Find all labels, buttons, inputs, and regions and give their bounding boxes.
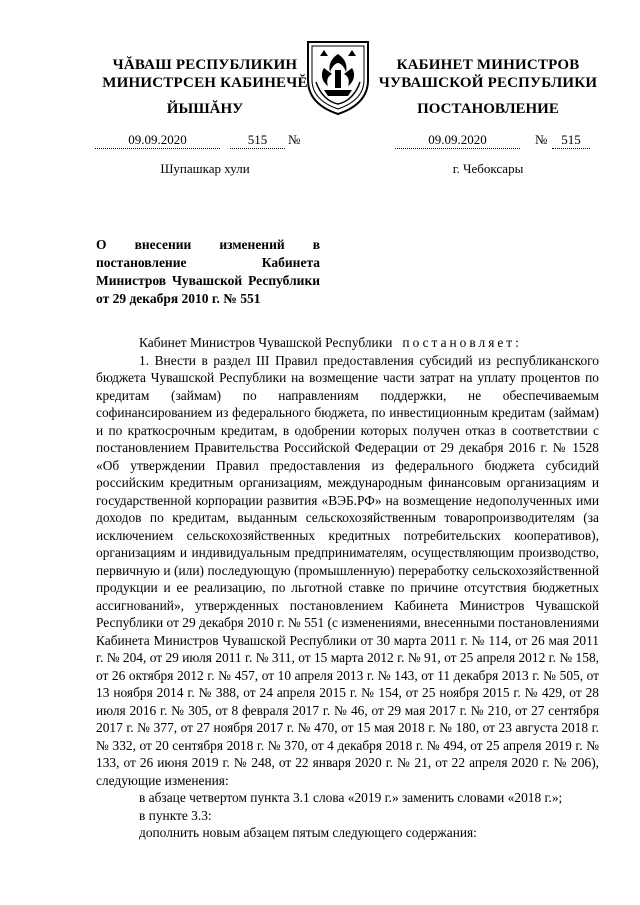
right-number-sign: № bbox=[535, 132, 548, 147]
paragraph-1: 1. Внести в раздел III Правил предоставления субсидий из республиканского бюджета Чувашской Республики на возмещение части затрат на уплату процентов по кредитам (займам) по направлениям поддержки, не обеспечиваемым софинансированием из федерального бюджета, по инвестиционным кредитам (займам) и по краткосрочным кредитам, в одобрении которых получен отказ в соответствии с постановлением Правительства Российской Федерации от 29 декабря 2016 г. № 1528 «Об утверждении Правил предоставления из федерального бюджета субсидий российским кредитным организациям, международным финансовым организациям и государственной корпорации развития «ВЭБ.РФ» на возмещение недополученных ими доходов по кредитам, выданным сельскохозяйственным товаропроизводителям (за исключением сельскохозяйственных кредитных потребительских кооперативов), организациям и индивидуальным предпринимателям, осуществляющим производство, первичную и (или) последующую (промышленную) переработку сельскохозяйственной продукции и ее реализацию, по льготной ставке по причине отсутствия бюджетных ассигнований», утвержденных постановлением Кабинета Министров Чувашской Республики от 29 декабря 2010 г. № 551 (с изменениями, внесенными постановлениями Кабинета Министров Чувашской Республики от 30 марта 2011 г. № 114, от 26 мая 2011 г. № 204, от 29 июля 2011 г. № 311, от 15 марта 2012 г. № 91, от 25 апреля 2012 г. № 158, от 26 октября 2012 г. № 457, от 10 апреля 2013 г. № 143, от 11 декабря 2013 г. № 505, от 13 ноября 2014 г. № 388, от 24 апреля 2015 г. № 154, от 25 ноября 2015 г. № 429, от 28 июля 2016 г. № 305, от 8 февраля 2017 г. № 46, от 29 мая 2017 г. № 210, от 27 сентября 2017 г. № 377, от 27 ноября 2017 г. № 470, от 15 мая 2018 г. № 180, от 23 августа 2018 г. № 332, от 20 сентября 2018 г. № 370, от 4 декабря 2018 г. № 494, от 25 апреля 2019 г. № 133, от 26 июня 2019 г. № 248, от 22 января 2020 г. № 21, от 22 апреля 2020 г. № 206), следующие изменения: bbox=[96, 352, 599, 788]
chuvash-emblem bbox=[302, 36, 374, 116]
left-title-line2: МИНИСТРСЕН КАБИНЕЧĔ bbox=[102, 75, 308, 91]
emblem-icon bbox=[302, 36, 374, 116]
left-number-sign: № bbox=[288, 132, 301, 147]
left-title-line1: ЧĂВАШ РЕСПУБЛИКИН bbox=[112, 57, 298, 73]
document-subject: О внесении изменений в постановление Кабинета Министров Чувашской Республики от 29 декабря 2010 г. № 551 bbox=[96, 237, 320, 306]
left-number: 515 bbox=[230, 132, 285, 149]
document-body bbox=[96, 334, 599, 842]
right-city: г. Чебоксары bbox=[452, 161, 524, 176]
right-title-line2: ЧУВАШСКОЙ РЕСПУБЛИКИ bbox=[378, 75, 598, 91]
intro-prefix: Кабинет Министров Чувашской Республики bbox=[139, 335, 393, 350]
right-title-line1: КАБИНЕТ МИНИСТРОВ bbox=[396, 57, 580, 73]
left-city: Шупашкар хули bbox=[160, 161, 250, 176]
paragraph-4: дополнить новым абзацем пятым следующего содержания: bbox=[139, 825, 477, 840]
paragraph-3: в пункте 3.3: bbox=[139, 807, 212, 823]
intro-paragraph bbox=[96, 334, 599, 352]
left-doc-type: ЙЫШĂНУ bbox=[166, 101, 244, 117]
left-date: 09.09.2020 bbox=[95, 132, 220, 149]
right-doc-type: ПОСТАНОВЛЕНИЕ bbox=[417, 101, 559, 117]
intro-verb: постановляет: bbox=[402, 335, 522, 350]
paragraph-2: в абзаце четвертом пункта 3.1 слова «2019 г.» заменить словами «2018 г.»; bbox=[139, 790, 563, 805]
right-org-title bbox=[378, 56, 598, 92]
left-org-title bbox=[95, 56, 315, 92]
right-number: 515 bbox=[552, 132, 590, 149]
right-date: 09.09.2020 bbox=[395, 132, 520, 149]
